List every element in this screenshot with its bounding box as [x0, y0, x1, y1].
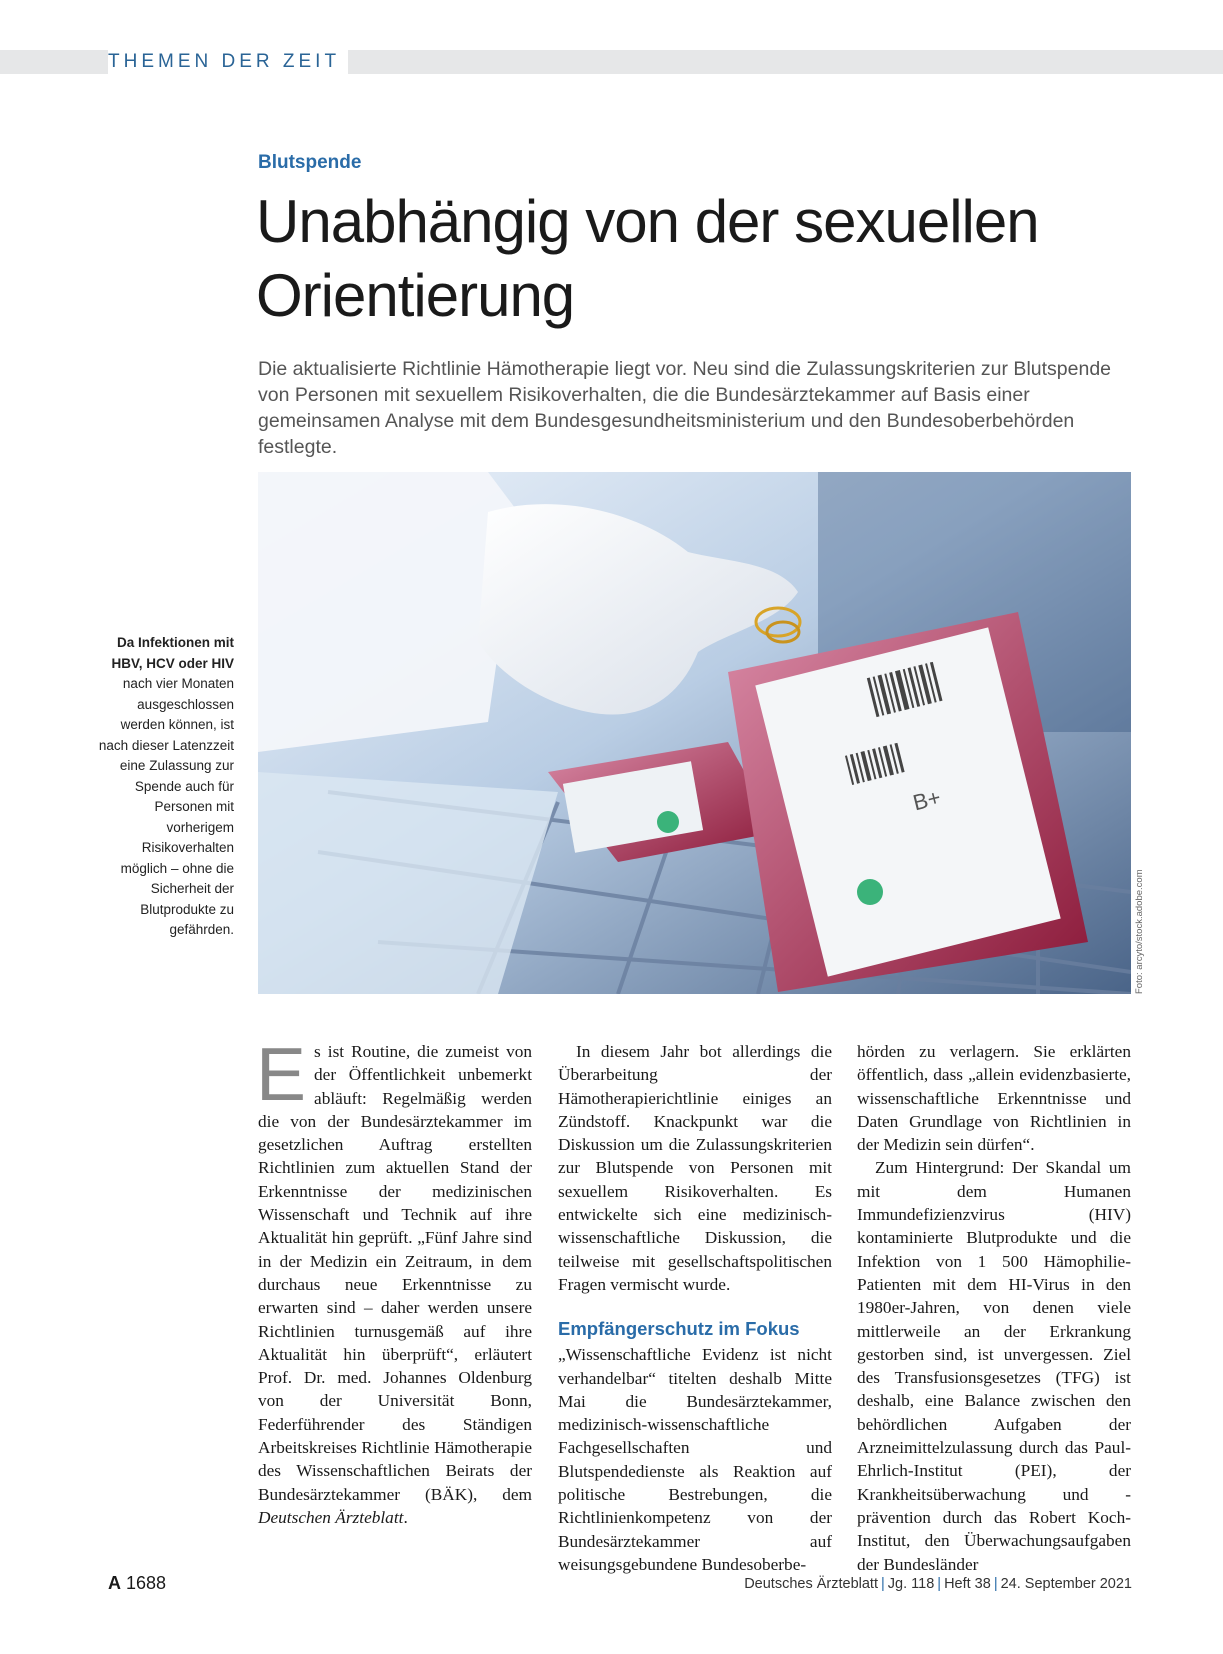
col1-end: .: [403, 1507, 408, 1527]
col1-italic: Deutschen Ärzteblatt: [258, 1507, 404, 1527]
article-column-1: [256, 1032, 532, 1529]
article-lead: Die aktualisierte Richtlinie Hämotherapie liegt vor. Neu sind die Zulassungskriterien zur Blutspende von Personen mit sexuellem Risikoverhalten, die die Bundesärztekammer auf Basis einer gemeinsamen Analyse mit dem Bundesgesundheitsministerium und den Bundesoberbehörden festlegte.: [258, 358, 1112, 458]
article-headline: Unabhängig von der sexuellen Orientierung: [256, 188, 1039, 329]
article-subhead: Empfängerschutz im Fokus: [558, 1318, 800, 1340]
article-column-2: [558, 1040, 832, 1576]
col2-paragraph-2: „Wissenschaftliche Evidenz ist nicht verhandelbar“ titelten deshalb Mitte Mai die Bundesärztekammer, medizinisch-wissenschaftliche Fachgesellschaften und Blutspendedienste als Reaktion auf politische Bestrebungen, die Richtlinienkompetenz von der Bundesärztekammer auf weisungsgebundene Bundesoberbe-: [558, 1345, 832, 1574]
section-label: THEMEN DER ZEIT: [108, 50, 348, 74]
article-photo: [258, 472, 1131, 994]
journal-volume: Jg. 118: [887, 1576, 935, 1592]
article-kicker: Blutspende: [258, 152, 362, 173]
page-number: [108, 1573, 166, 1594]
bag-label: B+: [910, 784, 944, 816]
journal-date: 24. September 2021: [1000, 1576, 1132, 1592]
caption-text: nach vier Monaten ausgeschlossen werden können, ist nach dieser Latenzzeit eine Zulassung zur Spende auch für Personen mit vorherigem Risikoverhalten möglich – ohne die Sicherheit der Blutprodukte zu gefährden.: [98, 676, 234, 937]
drop-cap: E: [256, 1032, 307, 1116]
col2-paragraph-1: In diesem Jahr bot allerdings die Überarbeitung der Hämotherapierichtlinie einiges an Zündstoff. Knackpunkt war die Diskussion um die Zulassungskriterien zur Blutspende von Personen mit sexuellem Risikoverhalten. Es entwickelte sich eine medizinisch-wissenschaftliche Diskussion, die teilweise mit gesellschaftspolitischen Fragen vermischt wurde.: [558, 1042, 832, 1294]
col1-text: s ist Routine, die zumeist von der Öffentlichkeit unbemerkt abläuft: Regelmäßig werden die von der Bundesärztekammer im gesetzlichen Auftrag erstellten Richtlinien zum aktuellen Stand der Erkenntnisse der medizinischen Wissenschaft und Technik auf ihre Aktualität hin geprüft. „Fünf Jahre sind in der Medizin ein Zeitraum, in dem durchaus neue Erkenntnisse zu erwarten sind – daher werden unsere Richtlinien turnusgemäß auf ihre Aktualität hin überprüft“, erläutert Prof. Dr. med. Johannes Oldenburg von der Universität Bonn, Federführender des Ständigen Arbeitskreises Richtlinie Hämotherapie des Wissenschaftlichen Beirats der Bundesärztekammer (BÄK), dem: [258, 1042, 532, 1504]
article-column-3: [857, 1040, 1131, 1576]
page-number-value: 1688: [126, 1573, 167, 1593]
journal-issue: Heft 38: [944, 1576, 991, 1592]
page-prefix: A: [108, 1573, 121, 1593]
journal-footer: Deutsches Ärzteblatt | Jg. 118 | Heft 38 | 24. September 2021: [744, 1576, 1132, 1592]
photo-credit: Foto: arcyto/stock.adobe.com: [1134, 869, 1145, 994]
caption-bold: Da Infektionen mit HBV, HCV oder HIV: [111, 635, 234, 671]
col3-paragraph-1: hörden zu verlagern. Sie erklärten öffentlich, dass „allein evidenzbasierte, wissenschaftliche Erkenntnisse und Daten Grundlage von Richtlinien in der Medizin sein dürfen“.: [857, 1042, 1131, 1155]
photo-caption: [98, 633, 234, 941]
col3-paragraph-2: Zum Hintergrund: Der Skandal um mit dem Humanen Immundefizienzvirus (HIV) kontaminierte Blutprodukte und die Infektion von 1 500 Hämophilie-Patienten mit dem HI-Virus in den 1980er-Jahren, von denen viele mittlerweile an der Erkrankung gestorben sind, ist unvergessen. Ziel des Transfusionsgesetzes (TFG) ist deshalb, eine Balance zwischen den behördlichen Aufgaben der Arzneimittelzulassung durch das Paul-Ehrlich-Institut (PEI), der Krankheitsüberwachung und -prävention durch das Robert Koch-Institut, den Überwachungsaufgaben der Bundesländer: [857, 1158, 1131, 1574]
journal-name: Deutsches Ärzteblatt: [744, 1576, 878, 1592]
